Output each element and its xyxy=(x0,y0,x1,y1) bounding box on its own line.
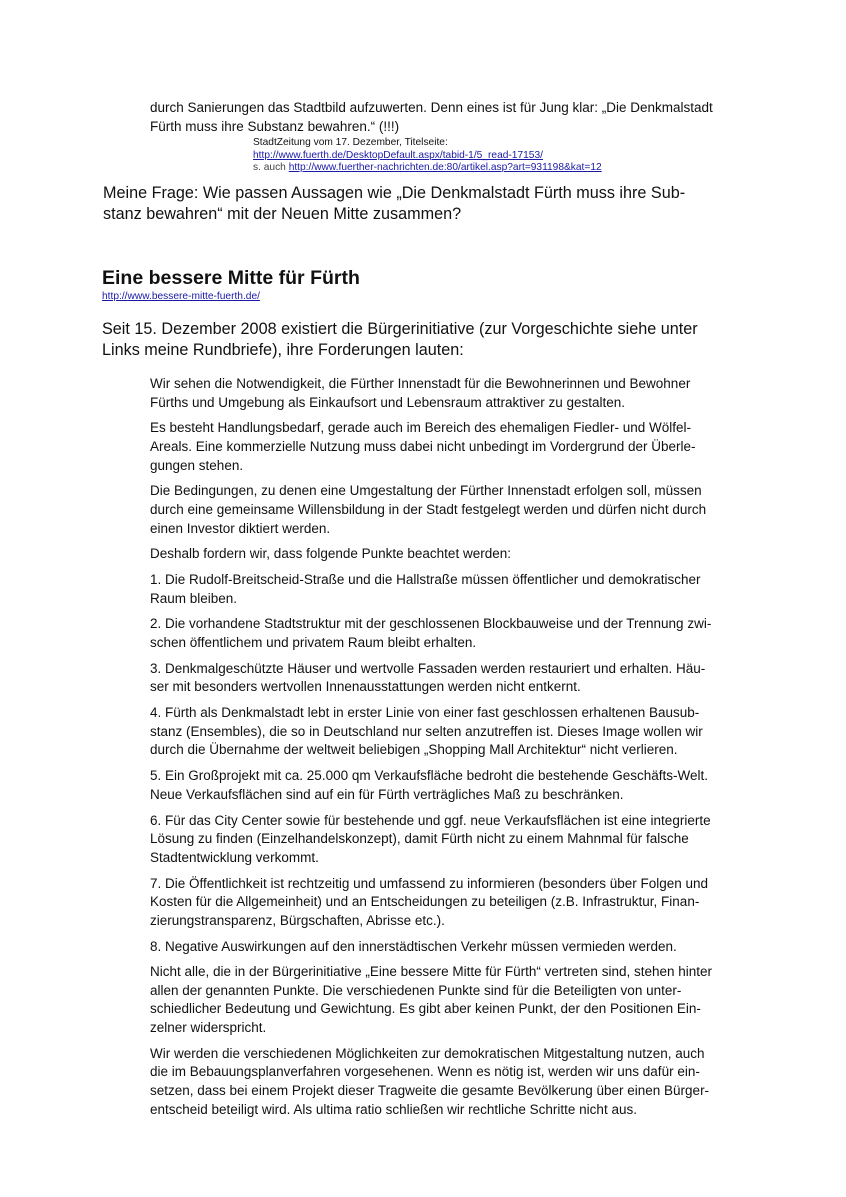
demand-paragraph xyxy=(150,938,750,957)
demand-line: 7. Die Öffentlichkeit ist rechtzeitig und umfassend zu informieren (besonders über Folgen und xyxy=(150,875,709,891)
intro-paragraph xyxy=(102,319,762,360)
demand-line: 4. Fürth als Denkmalstadt lebt in erster Linie von einer fast geschlossen erhaltenen Bausub- xyxy=(150,705,700,721)
quote-line: durch Sanierungen das Stadtbild aufzuwerten. Denn eines ist für Jung klar: „Die Denkmalstadt xyxy=(150,100,713,115)
demand-line: durch eine gemeinsame Willensbildung in der Stadt festgelegt werden und dürfen nicht durch xyxy=(150,501,707,517)
see-also-label: s. auch xyxy=(253,162,289,173)
demand-line: 6. Für das City Center sowie für bestehende und ggf. neue Verkaufsflächen ist eine integrierte xyxy=(150,812,711,828)
demand-line: Neue Verkaufsflächen sind auf ein für Fürth verträgliches Maß zu beschränken. xyxy=(150,786,624,802)
quote-continuation xyxy=(150,98,750,136)
demand-line: schen öffentlichem und privatem Raum bleibt erhalten. xyxy=(150,635,477,651)
source-link[interactable]: http://www.fuerth.de/DesktopDefault.aspx/tabid-1/5_read-17153/ xyxy=(253,149,543,161)
demand-line: Kosten für die Allgemeinheit) und an Entscheidungen zu beteiligen (z.B. Infrastruktur, Finan- xyxy=(150,894,700,910)
demand-line: Nicht alle, die in der Bürgerinitiative „Eine bessere Mitte für Fürth“ vertreten sind, stehen hinter xyxy=(150,964,713,980)
intro-line: Links meine Rundbriefe), ihre Forderungen lauten: xyxy=(102,340,464,359)
demand-paragraph xyxy=(150,375,750,412)
see-also-link[interactable]: http://www.fuerther-nachrichten.de:80/artikel.asp?art=931198&kat=12 xyxy=(288,162,602,173)
demand-paragraph xyxy=(150,482,750,538)
demand-line: Es besteht Handlungsbedarf, gerade auch im Bereich des ehemaligen Fiedler- und Wölfel- xyxy=(150,420,692,436)
demand-paragraph xyxy=(150,767,750,804)
source-citation xyxy=(253,137,602,175)
demand-line: ser mit besonders wertvollen Innenausstattungen werden nicht entkernt. xyxy=(150,679,581,695)
intro-line: Seit 15. Dezember 2008 existiert die Bürgerinitiative (zur Vorgeschichte siehe unter xyxy=(102,320,698,338)
section-heading: Eine bessere Mitte für Fürth xyxy=(102,267,360,289)
demand-line: 2. Die vorhandene Stadtstruktur mit der geschlossenen Blockbauweise und der Trennung zwi- xyxy=(150,616,712,632)
question-line: Meine Frage: Wie passen Aussagen wie „Die Denkmalstadt Fürth muss ihre Sub- xyxy=(103,184,686,202)
demand-paragraph xyxy=(150,1045,750,1119)
initiative-website-link[interactable]: http://www.bessere-mitte-fuerth.de/ xyxy=(102,291,260,302)
demand-line: Deshalb fordern wir, dass folgende Punkte beachtet werden: xyxy=(150,546,511,562)
demand-line: einen Investor diktiert werden. xyxy=(150,520,331,536)
demand-paragraph xyxy=(150,812,750,868)
demand-line: zierungstransparenz, Bürgschaften, Abrisse etc.). xyxy=(150,912,445,928)
demand-line: Wir werden die verschiedenen Möglichkeiten zur demokratischen Mitgestaltung nutzen, auch xyxy=(150,1045,705,1061)
demand-paragraph xyxy=(150,571,750,608)
quote-line: Fürth muss ihre Substanz bewahren.“ (!!!) xyxy=(150,119,400,134)
demand-line: stanz (Ensembles), die so in Deutschland nur selten anzutreffen ist. Dieses Image wollen wir xyxy=(150,723,703,739)
question-line: stanz bewahren“ mit der Neuen Mitte zusammen? xyxy=(103,204,462,223)
demand-line: die im Bebauungsplanverfahren vorgesehenen. Wenn es nötig ist, werden wir uns dafür ein- xyxy=(150,1064,700,1080)
demand-line: Lösung zu finden (Einzelhandelskonzept), damit Fürth nicht zu einem Mahnmal für falsche xyxy=(150,831,689,847)
demand-line: Areals. Eine kommerzielle Nutzung muss dabei nicht unbedingt im Vordergrund der Überle- xyxy=(150,438,696,454)
demand-paragraph xyxy=(150,615,750,652)
demand-paragraph xyxy=(150,875,750,931)
demand-line: zelner widerspricht. xyxy=(150,1020,267,1036)
demand-line: Die Bedingungen, zu denen eine Umgestaltung der Fürther Innenstadt erfolgen soll, müssen xyxy=(150,483,702,499)
demand-paragraph xyxy=(150,419,750,475)
demand-line: 8. Negative Auswirkungen auf den innerstädtischen Verkehr müssen vermieden werden. xyxy=(150,938,677,954)
question-paragraph xyxy=(103,183,723,224)
demand-line: durch die Übernahme der weltweit beliebigen „Shopping Mall Architektur“ nicht verlieren. xyxy=(150,742,678,758)
demand-line: 1. Die Rudolf-Breitscheid-Straße und die Hallstraße müssen öffentlicher und demokratischer xyxy=(150,572,701,588)
demand-paragraph xyxy=(150,963,750,1037)
demands-block xyxy=(150,375,750,1126)
demand-line: entscheid beteiligt wird. Als ultima ratio schließen wir rechtliche Schritte nicht aus. xyxy=(150,1101,637,1117)
demand-line: Fürths und Umgebung als Einkaufsort und Lebensraum attraktiver zu gestalten. xyxy=(150,394,626,410)
demand-line: 5. Ein Großprojekt mit ca. 25.000 qm Verkaufsfläche bedroht die bestehende Geschäfts-Welt. xyxy=(150,768,709,784)
demand-paragraph xyxy=(150,704,750,760)
demand-paragraph xyxy=(150,660,750,697)
demand-line: Stadtentwicklung verkommt. xyxy=(150,849,319,865)
source-label: StadtZeitung vom 17. Dezember, Titelseite: xyxy=(253,137,448,148)
demand-paragraph xyxy=(150,545,750,564)
demand-line: Wir sehen die Notwendigkeit, die Fürther Innenstadt für die Bewohnerinnen und Bewohner xyxy=(150,376,691,391)
demand-line: Raum bleiben. xyxy=(150,590,238,606)
demand-line: schiedlicher Bedeutung und Gewichtung. Es gibt aber keinen Punkt, der den Positionen Ein- xyxy=(150,1001,701,1017)
demand-line: gungen stehen. xyxy=(150,457,244,473)
demand-line: 3. Denkmalgeschützte Häuser und wertvolle Fassaden werden restauriert und erhalten. Häu- xyxy=(150,660,706,676)
demand-line: allen der genannten Punkte. Die verschiedenen Punkte sind für die Beteiligten von unter- xyxy=(150,982,682,998)
demand-line: setzen, dass bei einem Projekt dieser Tragweite die gesamte Bevölkerung über einen Bürger- xyxy=(150,1083,710,1099)
